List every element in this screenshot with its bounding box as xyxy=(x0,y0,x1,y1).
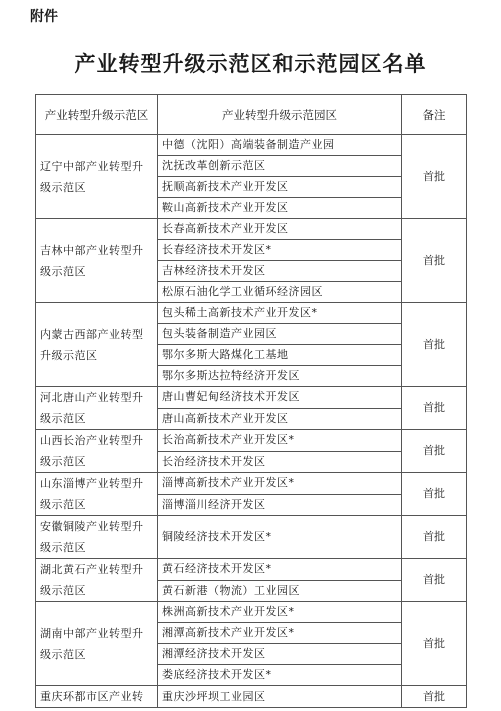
note-cell: 首批 xyxy=(402,516,467,559)
park-cell: 株洲高新技术产业开发区* xyxy=(158,602,402,623)
note-cell: 首批 xyxy=(402,430,467,473)
park-cell: 吉林经济技术开发区 xyxy=(158,261,402,282)
park-cell: 淄博高新技术产业开发区* xyxy=(158,473,402,495)
zone-cell: 山西长治产业转型升级示范区 xyxy=(36,430,158,473)
table-row xyxy=(36,430,467,452)
table-row xyxy=(36,602,467,623)
note-cell: 首批 xyxy=(402,219,467,303)
park-cell: 湘潭经济技术开发区 xyxy=(158,644,402,665)
park-cell: 唐山曹妃甸经济技术开发区 xyxy=(158,387,402,409)
park-cell: 铜陵经济技术开发区* xyxy=(158,516,402,559)
zone-list-table xyxy=(35,94,467,708)
park-cell: 鄂尔多斯达拉特经济开发区 xyxy=(158,366,402,387)
table-row xyxy=(36,135,467,156)
park-cell: 沈抚改革创新示范区 xyxy=(158,156,402,177)
zone-cell: 湖北黄石产业转型升级示范区 xyxy=(36,559,158,602)
zone-cell: 重庆环都市区产业转 xyxy=(36,686,158,708)
park-cell: 长治高新技术产业开发区* xyxy=(158,430,402,452)
note-cell: 首批 xyxy=(402,559,467,602)
zone-cell: 内蒙古西部产业转型升级示范区 xyxy=(36,303,158,387)
header-note: 备注 xyxy=(402,95,467,135)
park-cell: 抚顺高新技术产业开发区 xyxy=(158,177,402,198)
note-cell: 首批 xyxy=(402,387,467,430)
park-cell: 唐山高新技术产业开发区 xyxy=(158,408,402,430)
park-cell: 淄博淄川经济开发区 xyxy=(158,494,402,516)
zone-cell: 辽宁中部产业转型升级示范区 xyxy=(36,135,158,219)
table-row xyxy=(36,303,467,324)
park-cell: 鞍山高新技术产业开发区 xyxy=(158,198,402,219)
zone-cell: 吉林中部产业转型升级示范区 xyxy=(36,219,158,303)
park-cell: 长治经济技术开发区 xyxy=(158,451,402,473)
park-cell: 娄底经济技术开发区* xyxy=(158,665,402,686)
park-cell: 重庆沙坪坝工业园区 xyxy=(158,686,402,708)
table-row xyxy=(36,387,467,409)
park-cell: 黄石新港（物流）工业园区 xyxy=(158,580,402,602)
table-row xyxy=(36,516,467,559)
header-park: 产业转型升级示范园区 xyxy=(158,95,402,135)
table-row xyxy=(36,219,467,240)
note-cell: 首批 xyxy=(402,686,467,708)
note-cell: 首批 xyxy=(402,303,467,387)
table-row xyxy=(36,473,467,495)
note-cell: 首批 xyxy=(402,602,467,686)
table-row xyxy=(36,559,467,581)
note-cell: 首批 xyxy=(402,473,467,516)
table-row xyxy=(36,686,467,708)
park-cell: 松原石油化学工业循环经济园区 xyxy=(158,282,402,303)
note-cell: 首批 xyxy=(402,135,467,219)
table-header-row xyxy=(36,95,467,135)
park-cell: 黄石经济技术开发区* xyxy=(158,559,402,581)
park-cell: 鄂尔多斯大路煤化工基地 xyxy=(158,345,402,366)
zone-cell: 湖南中部产业转型升级示范区 xyxy=(36,602,158,686)
zone-cell: 河北唐山产业转型升级示范区 xyxy=(36,387,158,430)
park-cell: 包头装备制造产业园区 xyxy=(158,324,402,345)
attachment-label: 附件 xyxy=(30,9,58,25)
zone-cell: 山东淄博产业转型升级示范区 xyxy=(36,473,158,516)
park-cell: 中德（沈阳）高端装备制造产业园 xyxy=(158,135,402,156)
header-zone: 产业转型升级示范区 xyxy=(36,95,158,135)
document-title: 产业转型升级示范区和示范园区名单 xyxy=(74,51,427,76)
zone-cell: 安徽铜陵产业转型升级示范区 xyxy=(36,516,158,559)
park-cell: 长春高新技术产业开发区 xyxy=(158,219,402,240)
park-cell: 包头稀土高新技术产业开发区* xyxy=(158,303,402,324)
park-cell: 长春经济技术开发区* xyxy=(158,240,402,261)
park-cell: 湘潭高新技术产业开发区* xyxy=(158,623,402,644)
